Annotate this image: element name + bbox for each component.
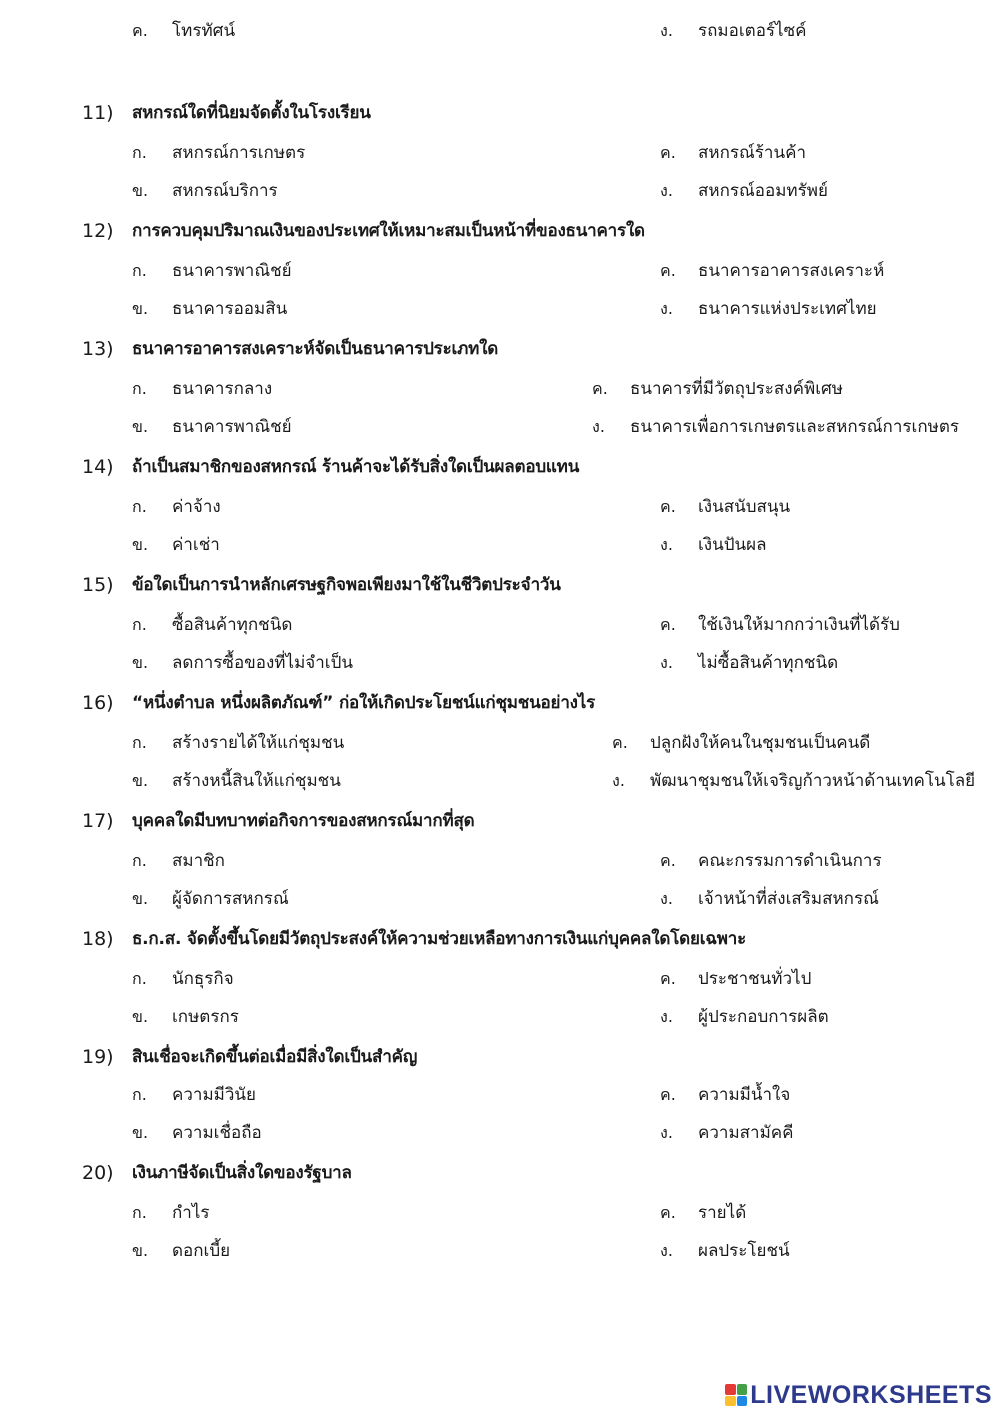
option-text[interactable]: สหกรณ์ออมทรัพย์	[698, 181, 828, 201]
option-text[interactable]: ธนาคารเพื่อการเกษตรและสหกรณ์การเกษตร	[630, 417, 960, 437]
option-label: ค.	[660, 1085, 676, 1104]
question-number: 15)	[82, 574, 114, 596]
question-number: 11)	[82, 102, 114, 124]
option-row	[0, 998, 1000, 1036]
option-text[interactable]: นักธุรกิจ	[172, 969, 234, 989]
option-text[interactable]: ธนาคารกลาง	[172, 379, 273, 399]
logo-square-yellow	[725, 1396, 736, 1407]
option-text[interactable]: สหกรณ์บริการ	[172, 181, 278, 201]
option-text[interactable]: ไม่ซื้อสินค้าทุกชนิด	[698, 653, 839, 673]
question-number: 14)	[82, 456, 114, 478]
logo-text: LIVEWORKSHEETS	[750, 1380, 992, 1409]
question-number: 13)	[82, 338, 114, 360]
option-text[interactable]: สหกรณ์ร้านค้า	[698, 143, 806, 163]
option-text[interactable]: สร้างรายได้ให้แก่ชุมชน	[172, 733, 345, 753]
option-text[interactable]: พัฒนาชุมชนให้เจริญก้าวหน้าด้านเทคโนโลยี	[650, 771, 976, 791]
option-label: ข.	[132, 771, 149, 790]
option-text[interactable]: ค่าจ้าง	[172, 497, 221, 517]
option-label: ก.	[132, 1085, 147, 1104]
question-row	[0, 330, 1000, 368]
option-row	[0, 526, 1000, 564]
option-label: ก.	[132, 969, 147, 988]
question-number: 19)	[82, 1046, 114, 1068]
option-row	[0, 606, 1000, 644]
logo-square-red	[725, 1384, 736, 1395]
option-text[interactable]: ค่าเช่า	[172, 535, 220, 555]
option-label: ก.	[132, 497, 147, 516]
option-text[interactable]: ความสามัคคี	[698, 1123, 794, 1143]
liveworksheets-logo[interactable]	[725, 1380, 992, 1410]
option-label: ข.	[132, 1241, 149, 1260]
question-text: “หนึ่งตำบล หนึ่งผลิตภัณฑ์” ก่อให้เกิดประโยชน์แก่ชุมชนอย่างไร	[132, 693, 596, 713]
option-text[interactable]: ธนาคารที่มีวัตถุประสงค์พิเศษ	[630, 379, 843, 399]
option-text[interactable]: เงินปันผล	[698, 535, 767, 555]
option-text[interactable]: ธนาคารอาคารสงเคราะห์	[698, 261, 885, 281]
logo-square-green	[737, 1384, 748, 1395]
option-label: ง.	[660, 1007, 673, 1026]
option-text: โทรทัศน์	[172, 21, 236, 41]
option-row	[0, 1232, 1000, 1270]
option-text[interactable]: เจ้าหน้าที่ส่งเสริมสหกรณ์	[698, 889, 879, 909]
option-label: ก.	[132, 851, 147, 870]
question-row	[0, 920, 1000, 958]
question-number: 12)	[82, 220, 114, 242]
top-options-row	[0, 12, 1000, 50]
option-label: ข.	[132, 181, 149, 200]
option-text[interactable]: เงินสนับสนุน	[698, 497, 791, 517]
option-row	[0, 370, 1000, 408]
option-text[interactable]: ปลูกฝังให้คนในชุมชนเป็นคนดี	[650, 733, 871, 753]
option-label: ข.	[132, 535, 149, 554]
option-text[interactable]: ผู้ประกอบการผลิต	[698, 1007, 829, 1027]
option-text[interactable]: ผู้จัดการสหกรณ์	[172, 889, 289, 909]
question-text: ข้อใดเป็นการนำหลักเศรษฐกิจพอเพียงมาใช้ในชีวิตประจำวัน	[132, 575, 561, 595]
option-label: ค.	[660, 1203, 676, 1222]
option-text[interactable]: ความมีวินัย	[172, 1085, 257, 1105]
option-text[interactable]: ผลประโยชน์	[698, 1241, 790, 1261]
option-row	[0, 1194, 1000, 1232]
option-text[interactable]: เกษตรกร	[172, 1007, 239, 1027]
option-row	[0, 724, 1000, 762]
option-text[interactable]: สร้างหนี้สินให้แก่ชุมชน	[172, 771, 341, 791]
option-row	[0, 1114, 1000, 1152]
option-text[interactable]: ประชาชนทั่วไป	[698, 969, 812, 989]
question-row	[0, 94, 1000, 132]
question-text: สินเชื่อจะเกิดขึ้นต่อเมื่อมีสิ่งใดเป็นสำคัญ	[132, 1047, 418, 1067]
option-label: ง.	[660, 889, 673, 908]
question-text: ธนาคารอาคารสงเคราะห์จัดเป็นธนาคารประเภทใด	[132, 339, 499, 359]
option-label: ข.	[132, 889, 149, 908]
option-text[interactable]: รายได้	[698, 1203, 747, 1223]
option-label: ค.	[660, 143, 676, 162]
option-text[interactable]: ดอกเบี้ย	[172, 1241, 231, 1261]
option-text: รถมอเตอร์ไซค์	[698, 21, 807, 41]
question-text: บุคคลใดมีบทบาทต่อกิจการของสหกรณ์มากที่สุด	[132, 811, 475, 831]
option-row	[0, 408, 1000, 446]
option-label: ก.	[132, 733, 147, 752]
option-text[interactable]: ลดการซื้อของที่ไม่จำเป็น	[172, 653, 353, 673]
option-row	[0, 134, 1000, 172]
option-row	[0, 842, 1000, 880]
option-label: ค.	[660, 851, 676, 870]
option-label: ง.	[660, 1241, 673, 1260]
option-label: ค.	[660, 261, 676, 280]
option-row	[0, 762, 1000, 800]
option-label: ง.	[592, 417, 605, 436]
question-text: สหกรณ์ใดที่นิยมจัดตั้งในโรงเรียน	[132, 103, 371, 123]
question-text: เงินภาษีจัดเป็นสิ่งใดของรัฐบาล	[132, 1163, 352, 1183]
option-label: ง.	[660, 1123, 673, 1142]
option-text[interactable]: สหกรณ์การเกษตร	[172, 143, 306, 163]
question-number: 18)	[82, 928, 114, 950]
question-number: 16)	[82, 692, 114, 714]
option-label: ง.	[660, 181, 673, 200]
option-text[interactable]: กำไร	[172, 1203, 210, 1223]
option-label: ค.	[660, 969, 676, 988]
question-row	[0, 802, 1000, 840]
question-row	[0, 212, 1000, 250]
option-row	[0, 252, 1000, 290]
question-row	[0, 1154, 1000, 1192]
option-label: ง.	[660, 535, 673, 554]
option-text[interactable]: ธนาคารแห่งประเทศไทย	[698, 299, 877, 319]
option-text[interactable]: ความเชื่อถือ	[172, 1123, 262, 1143]
option-label: ง.	[660, 653, 673, 672]
option-row	[0, 1076, 1000, 1114]
option-label: ค.	[660, 615, 676, 634]
option-label: ก.	[132, 261, 147, 280]
option-text[interactable]: ธนาคารพาณิชย์	[172, 261, 292, 281]
option-label: ข.	[132, 299, 149, 318]
option-label: ค.	[132, 21, 148, 40]
option-label: ง.	[660, 299, 673, 318]
option-label: ง.	[660, 21, 673, 40]
option-label: ง.	[612, 771, 625, 790]
option-label: ข.	[132, 653, 149, 672]
question-text: การควบคุมปริมาณเงินของประเทศให้เหมาะสมเป็นหน้าที่ของธนาคารใด	[132, 221, 645, 241]
question-text: ธ.ก.ส. จัดตั้งขึ้นโดยมีวัตถุประสงค์ให้ความช่วยเหลือทางการเงินแก่บุคคลใดโดยเฉพาะ	[132, 929, 747, 949]
option-label: ข.	[132, 1007, 149, 1026]
option-text[interactable]: ใช้เงินให้มากกว่าเงินที่ได้รับ	[698, 615, 900, 635]
question-row	[0, 1038, 1000, 1076]
option-text[interactable]: ธนาคารพาณิชย์	[172, 417, 292, 437]
option-row	[0, 644, 1000, 682]
option-text[interactable]: ซื้อสินค้าทุกชนิด	[172, 615, 293, 635]
option-label: ก.	[132, 1203, 147, 1222]
question-text: ถ้าเป็นสมาชิกของสหกรณ์ ร้านค้าจะได้รับสิ่งใดเป็นผลตอบแทน	[132, 457, 580, 477]
option-label: ก.	[132, 379, 147, 398]
option-label: ก.	[132, 615, 147, 634]
question-number: 20)	[82, 1162, 114, 1184]
option-text[interactable]: ธนาคารออมสิน	[172, 299, 288, 319]
option-row	[0, 290, 1000, 328]
question-number: 17)	[82, 810, 114, 832]
logo-square-blue	[737, 1396, 748, 1407]
option-text[interactable]: คณะกรรมการดำเนินการ	[698, 851, 882, 871]
option-text[interactable]: สมาชิก	[172, 851, 225, 871]
option-label: ข.	[132, 417, 149, 436]
option-label: ค.	[660, 497, 676, 516]
option-label: ก.	[132, 143, 147, 162]
option-label: ข.	[132, 1123, 149, 1142]
question-row	[0, 448, 1000, 486]
option-row	[0, 960, 1000, 998]
option-label: ค.	[612, 733, 628, 752]
option-text[interactable]: ความมีน้ำใจ	[698, 1085, 791, 1105]
question-row	[0, 684, 1000, 722]
option-row	[0, 880, 1000, 918]
question-row	[0, 566, 1000, 604]
option-row	[0, 172, 1000, 210]
option-label: ค.	[592, 379, 608, 398]
liveworksheets-logo-icon	[725, 1384, 747, 1406]
option-row	[0, 488, 1000, 526]
